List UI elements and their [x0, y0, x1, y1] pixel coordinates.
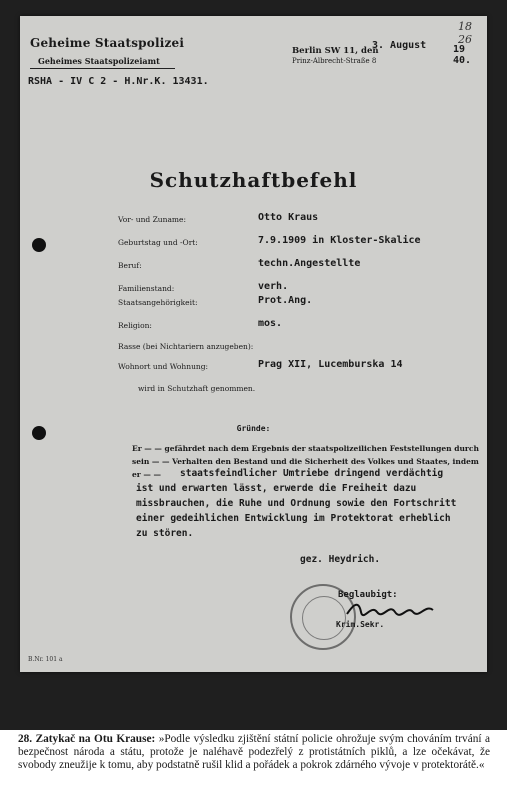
field-value: Prag XII, Lucemburska 14: [258, 359, 403, 370]
grunde-typed-line: missbrauchen, die Ruhe und Ordnung sowie den Fortschritt: [136, 498, 457, 509]
grunde-printed-line: Er — — gefährdet nach dem Ergebnis der staatspolizeilichen Feststellungen durch: [132, 444, 479, 453]
caption-lead: 28. Zatykač na Otu Krause:: [18, 733, 156, 745]
certified-label: Beglaubigt:: [338, 590, 398, 600]
form-number: B.Nr. 101 a: [28, 656, 63, 663]
schutzhaft-note: wird in Schutzhaft genommen.: [138, 384, 256, 393]
grunde-typed-line: einer gedeihlichen Entwicklung im Protektorat erheblich: [136, 513, 451, 524]
field-label: Staatsangehörigkeit:: [118, 298, 198, 307]
photo-caption: [18, 733, 490, 773]
field-label: Familienstand:: [118, 284, 175, 293]
document-title: Schutzhaftbefehl: [149, 168, 358, 192]
field-label: Geburtstag und -Ort:: [118, 238, 198, 247]
city-line: Berlin SW 11, den: [292, 46, 379, 56]
field-value: techn.Angestellte: [258, 258, 361, 269]
agency-header: Geheime Staatspolizei: [30, 36, 185, 50]
field-value: mos.: [258, 318, 283, 329]
field-value: Prot.Ang.: [258, 295, 313, 306]
arrest-warrant-sheet: [20, 16, 487, 672]
punch-hole: [32, 238, 46, 252]
reference-number: RSHA - IV C 2 - H.Nr.K. 13431.: [28, 76, 209, 87]
office-subheader: Geheimes Staatspolizeiamt: [38, 56, 160, 66]
grunde-typed-line: staatsfeindlicher Umtriebe dringend verdächtig: [180, 468, 444, 479]
issue-date: 3. August: [372, 40, 427, 51]
field-label: Religion:: [118, 321, 152, 330]
field-value: Otto Kraus: [258, 212, 319, 223]
folio-number: 18 26: [458, 20, 472, 46]
header-rule: [30, 68, 175, 69]
stamp-inner-ring: [302, 596, 346, 640]
signed-by: gez. Heydrich.: [300, 554, 381, 565]
issue-year: 19 40.: [453, 44, 472, 66]
field-label: Rasse (bei Nichtariern anzugeben):: [118, 342, 254, 351]
handwritten-signature: [345, 600, 435, 618]
street-address: Prinz-Albrecht-Straße 8: [292, 57, 377, 65]
field-value: verh.: [258, 281, 289, 292]
grunde-printed-line: er — —: [132, 470, 161, 479]
official-rank: Krim.Sekr.: [336, 620, 385, 629]
grunde-heading: Gründe:: [236, 424, 271, 433]
field-label: Vor- und Zuname:: [118, 215, 187, 224]
field-value: 7.9.1909 in Kloster-Skalice: [258, 235, 421, 246]
field-label: Wohnort und Wohnung:: [118, 362, 209, 371]
field-label: Beruf:: [118, 261, 142, 270]
grunde-typed-line: zu stören.: [136, 528, 194, 539]
grunde-typed-line: ist und erwarten lässt, erwerde die Freiheit dazu: [136, 483, 417, 494]
grunde-printed-line: sein — — Verhalten den Bestand und die Sicherheit des Volkes und Staates, indem: [132, 457, 479, 466]
caption-body: »Podle výsledku zjištění státní policie ohrožuje svým chováním trvání a bezpečnost národa a státu, protože je naléhavě podezřelý z protistátních piklů, a lze očekávat, že svobody zneužije k tomu, aby podstatně rušil klid a pořádek a pokrok zdárného vývoje v protektorátě.«: [18, 733, 490, 772]
